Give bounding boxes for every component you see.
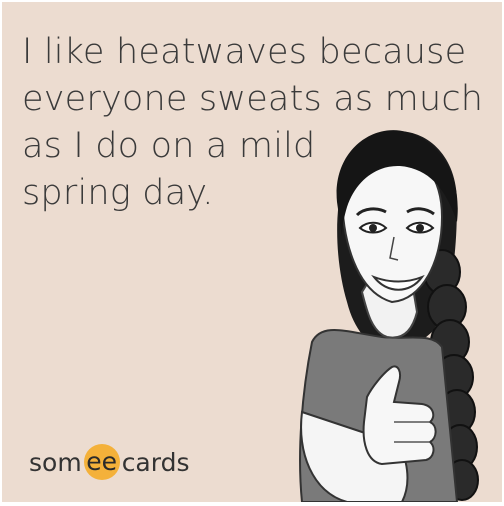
someecards-logo (29, 444, 190, 480)
quote-line-1: I like heatwaves because (22, 32, 467, 72)
logo-ee-circle: ee (84, 444, 120, 480)
ecard (2, 2, 502, 502)
woman-thumbs-up-illustration (2, 2, 502, 502)
quote-line-3: as I do on a mild (22, 126, 316, 166)
quote-line-2: everyone sweats as much (22, 79, 484, 119)
logo-prefix: som (29, 447, 82, 477)
quote-line-4: spring day. (22, 173, 214, 213)
logo-suffix: cards (121, 447, 190, 477)
